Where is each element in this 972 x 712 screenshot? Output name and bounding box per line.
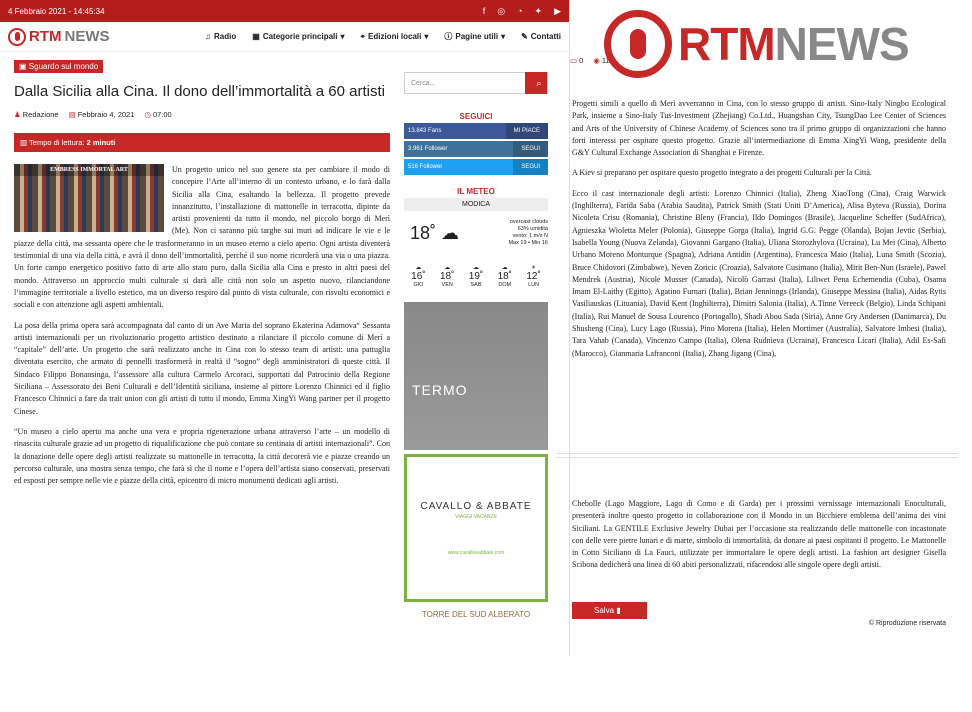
author[interactable] xyxy=(14,110,59,119)
info-icon: ⓘ xyxy=(444,32,453,41)
chevron-down-icon: ▾ xyxy=(340,32,345,41)
forecast-temp: 19˚ xyxy=(468,271,484,282)
like-button[interactable]: MI PIACE xyxy=(506,123,548,139)
cloud-icon: ☁ xyxy=(502,265,508,271)
instagram-followers: 3.961 Follower xyxy=(408,146,448,152)
twitter-follow[interactable] xyxy=(404,159,548,175)
menu-contatti[interactable] xyxy=(521,31,561,42)
folder-icon: ▣ xyxy=(19,62,29,71)
search-box[interactable] xyxy=(404,72,548,94)
current-temp xyxy=(404,223,459,244)
ad-sub: VIAGGI VACANZE xyxy=(455,513,497,520)
instagram-icon[interactable]: ◎ xyxy=(497,5,506,16)
ad-url: www.cavalloeabbate.com xyxy=(447,549,505,556)
comments-value: 0 xyxy=(579,56,584,65)
thumb-caption: EMBRESS IMMORTAL ART xyxy=(14,164,164,176)
chevron-down-icon: ▾ xyxy=(501,32,506,41)
meteo-heading: IL METEO xyxy=(457,187,495,196)
continuation-block-2 xyxy=(572,498,946,580)
forecast-day xyxy=(526,265,540,288)
book-icon: ▥ xyxy=(20,138,30,147)
article-thumbnail[interactable] xyxy=(14,164,164,232)
grid-icon: ▦ xyxy=(252,32,260,41)
forecast-dayname: DOM xyxy=(498,282,512,288)
copyright-note: © Riproduzione riservata xyxy=(868,620,946,627)
forecast-day xyxy=(469,265,483,288)
top-bar xyxy=(0,0,569,22)
date xyxy=(69,110,135,119)
twitter-icon[interactable]: ✦ xyxy=(534,5,543,16)
time xyxy=(144,110,171,119)
ad-banner-torre[interactable]: TORRE DEL SUD ALBERATO xyxy=(421,610,531,619)
twitter-followers: 516 Follower xyxy=(408,164,443,170)
menu-radio-label: Radio xyxy=(214,32,237,41)
forecast-temp: 16˚ xyxy=(411,271,426,282)
forecast-dayname: LUN xyxy=(528,282,540,288)
forecast-temp: 12˚ xyxy=(526,271,541,282)
bookmark-icon: ▮ xyxy=(616,606,621,615)
comment-icon: ▭ xyxy=(570,56,578,65)
main-menu xyxy=(205,31,561,42)
search-input[interactable]: Cerca... xyxy=(411,79,436,87)
logo-rtm: RTM xyxy=(29,28,62,45)
weather-desc: overcast clouds xyxy=(509,219,548,225)
forecast xyxy=(404,265,548,288)
menu-edizioni-label: Edizioni locali xyxy=(368,32,422,41)
search-button[interactable] xyxy=(525,72,547,94)
views-value: 119 xyxy=(601,56,614,65)
section-divider xyxy=(556,453,958,454)
cloud-icon: ☁ xyxy=(473,265,479,271)
date-value: Febbraio 4, 2021 xyxy=(77,110,135,119)
minmax: Max 19 • Min 16 xyxy=(508,240,548,246)
category-label: Sguardo sul mondo xyxy=(28,62,99,71)
menu-pagine-label: Pagine utili xyxy=(455,32,499,41)
cloud-icon: ☁ xyxy=(444,265,450,271)
follow-button[interactable]: SEGUI xyxy=(513,141,548,157)
paragraph-3: “Un museo a cielo aperto ma anche una vera e propria rigenerazione urbana attraverso l’arte – un modello di rinascita culturale grazie ad un progetto di riqualificazione che può contare su centinaia di artisti internazionali”. Con la donazione delle opere degli artisti realizzate su mattonelle in terracotta, la città decorerà vie e piazze creando un percorso culturale, una mostra senza tempo, che farà sì che il nome e l’opera dell’artista siano conservati, preservati ed esposti per sempre nelle vie e piazze della città, epicentro di micro monumenti dedicati agli artisti. xyxy=(14,426,390,486)
right-paragraph-3: Ecco il cast internazionale degli artisti: Lorenzo Chinnici (Italia), Zheng XiaoTong (Cina), Craig Warwick (Inghilterra), Farida Saba (Arabia Saudita), Patrick Smith (Stati Uniti D’America), Alisa Byteva (Russia), Dorina Nicoleta Crisu (Romania), Christine Bleny (Francia), Ildo Domingos (Brasile), Jacqueline Scheffer (SudAfrica), Agnieszka Wioletta Meler (Polonia), Giuseppe Gorga (Italia), Ingrid G.G. Pegge (Olanda), Bojan Jevtic (Serbia), Isabella Young (Nuova Zelanda), Giovanni Gargano (Italia), Uliana Storozhylova (Ucraina), Lu Mei (Cina), Alberto Urbano Moreno Monturque (Spagna), Adriana Antidin (Argentina), Francesca Maio (Italia), Luna Smith (Scozia), Bruce Chidovori (Zimbabwe), Neven Zoricic (Croazia), Salvatore Cusimano (Italia), Mirit Ben-Nun (Israele), Pawel Mendrek (Austria), Nicole Musser (Canada), Nicolò Garrasi (Italia), Liliwet Pena Echemendia (Cuba), Osama Imam El-Laithy (Egitto), Agatino Furnari (Italia), Brian Jenninngs (Irlanda), Giuseppe Messina (Italia), Aidas Rytis Vasiliauskas (Lituania), David Kent (Inghilterra), Dimitri Salonia (Italia), A.Tinne Vereeck (Belgio), Linda Schipani (Italia), Rui Manuel de Sousa Lourenco (Portogallo), Shadi Abou Sada (Siria), Anne Gry Andersen (Danimarca), Du Shusheng (Cina), Lucy Lago (Russia), Pino Morena (Italia), Helen Mortimer (Australia), Salvatore Imbesi (Italia), Tara Vahab (Canada), Vincenzo Campo (Italia), Olena Rudnieva (Ucraina), Francesca Licari (Italia), Adil Es-Safi (Marocco), Gianmaria Lafranconi (Italia), Zhang Jigang (Cina), xyxy=(572,188,946,358)
meteo-city: MODICA xyxy=(404,198,548,211)
paragraph-1: Un progetto unico nel suo genere sta per cambiare il modo di concepire l’Arte all’interno di un contesto urbano, e lo farà dalla Sicilia alla Cina, esaltando la bellezza. Il progetto prevede innanzitutto, l’installazione di mattonelle in terracotta, dipinte da artisti provenienti da tutto il mondo, nel piccolo borgo di Merì (Me). Non ci saranno più targhe sui muri ad indicare le vie e le piazze della città, ma sessanta opere che le trasformeranno in un museo eterno a cielo aperto. Ogni artista diventerà testimonial di una via della città, e avrà il dono dell’immortalità, perché il suo nome ricorderà una via o una piazza. Un forte campo energetico positivo fatto di arte allo stato puro, dalla Sicilia alla Cina e presto in altri paesi del mondo. Attraverso un approccio multi culturale si darà alle città non solo un aspetto nuovo, rilanciandone l’immagine territoriale a livello estetico, ma un diverso respiro dal punto di vista culturale, con risvolti economici e sociali e con attenzione agli aspetti ambientali. xyxy=(14,165,390,310)
sun-icon: ☀ xyxy=(531,265,537,271)
forecast-day xyxy=(440,265,454,288)
humidity: 63% umidità xyxy=(517,226,548,232)
cloud-icon: ☁ xyxy=(441,222,460,243)
calendar-icon: ▤ xyxy=(68,110,76,119)
weather-now xyxy=(404,219,548,247)
rtm-big-logo xyxy=(601,10,909,78)
article-continuation xyxy=(556,0,958,656)
facebook-icon[interactable]: f xyxy=(482,5,486,16)
rss-icon[interactable]: ◔ xyxy=(517,5,523,16)
eye-icon: ◉ xyxy=(593,56,600,65)
big-logo-news: NEWS xyxy=(774,18,909,70)
forecast-day xyxy=(498,265,512,288)
temp-value: 18˚ xyxy=(410,222,437,243)
youtube-icon[interactable]: ▶ xyxy=(554,5,561,16)
ad-termo-text: TERMO xyxy=(412,382,468,398)
menu-categorie-label: Categorie principali xyxy=(262,32,338,41)
instagram-follow[interactable] xyxy=(404,141,548,157)
forecast-dayname: GIO xyxy=(413,282,424,288)
menu-edizioni[interactable] xyxy=(361,31,429,42)
section-divider xyxy=(556,457,958,458)
navbar xyxy=(0,22,569,52)
readtime-value: 2 minuti xyxy=(86,138,116,147)
paragraph-2: La posa della prima opera sarà accompagnata dal canto di un Ave Maria del soprano Ekaterina Adamova“ Sessanta artisti internazionali per un rivoluzionario progetto artistico destinato a rilanciare il piccolo comune di Merì a “capitale” dell’arte. Un progetto che sarà realizzato anche in Cina con lo stesso team di artisti: una pattuglia diventata esercito, che armato di pennelli trasformerà in realtà il “sogno” degli amministratori di queste città. Il Sindaco Filippo Bonansinga, l’assessore alla cultura Carmelo Arcoraci, supportati dal Patrocinio della Regione Siciliana – Assessorato dei Beni Culturali e dell’Identità siciliana, insieme al pittore Lorenzo Chinnici ed il figlio Francesco Chinnici a fare da trait union con gli artisti di tutto il mondo, Emma XingYi Wang partner per il progetto Cinese. xyxy=(14,320,390,416)
right-paragraph-4: Chebolle (Lago Maggiore, Lago di Como e di Garda) per i prossimi vernissage internazionali Enoculturali, presenterà inoltre questo progetto in collaborazione con il Mondo in un Bicchiere emblema dell’anima dei vini Siciliani. La GENTILE Exclusive Jewelry Dubai per l’occasione sta realizzando delle mattonelle con incastonate con delle vere pietre lunari e di marte, simbolo di immortalità, da donare ai paesi ospitanti il progetto. Le Mattonelle in Cotto Siciliano di La Fauci, utilizzate per immortalare le opere degli artisti. La fashion art designer Gisella Scibona dedicherà una linea di 60 abiti personalizzati, rifacendosi alle singole opere degli artisti. xyxy=(572,499,946,570)
article-title: Dalla Sicilia alla Cina. Il dono dell’immortalità a 60 artisti xyxy=(14,83,385,100)
author-name: Redazione xyxy=(22,110,59,119)
forecast-day xyxy=(411,265,425,288)
menu-radio[interactable] xyxy=(205,31,236,42)
facebook-follow[interactable] xyxy=(404,123,548,139)
ad-banner-termo[interactable] xyxy=(404,302,548,450)
readtime-label: Tempo di lettura: xyxy=(29,138,85,147)
forecast-temp: 18˚ xyxy=(497,271,513,282)
forecast-dayname: SAB xyxy=(470,282,482,288)
social-icons xyxy=(483,6,561,17)
chevron-down-icon: ▾ xyxy=(424,32,429,41)
continuation-block-1 xyxy=(572,98,946,368)
seguici-heading: SEGUICI xyxy=(459,112,493,121)
pin-icon: ⌖ xyxy=(360,31,366,41)
right-paragraph-2: A Kiev si preparano per ospitare questo progetto integrato a dei progetti Culturali per la Città. xyxy=(572,168,872,178)
forecast-dayname: VEN xyxy=(441,282,453,288)
sidebar xyxy=(404,72,548,630)
follow-button[interactable]: SEGUI xyxy=(513,159,548,175)
user-icon: ♟ xyxy=(14,110,21,119)
menu-pagine[interactable] xyxy=(444,31,505,42)
wind: vento: 1 m/s N xyxy=(512,233,548,239)
save-button[interactable] xyxy=(572,602,647,619)
ad-brand: CAVALLO & ABBATE xyxy=(420,500,532,512)
cloud-icon: ☁ xyxy=(415,265,422,271)
menu-contatti-label: Contatti xyxy=(530,32,561,41)
datetime: 4 Febbraio 2021 - 14:45:34 xyxy=(8,6,105,16)
category-badge[interactable] xyxy=(14,60,103,73)
clock-icon: ◷ xyxy=(144,110,151,119)
music-icon: ♫ xyxy=(205,32,212,41)
article-body xyxy=(14,164,390,487)
save-label: Salva xyxy=(594,606,615,615)
facebook-fans: 13.843 Fans xyxy=(408,128,442,134)
site-logo[interactable] xyxy=(8,28,110,46)
reading-time xyxy=(14,133,390,152)
forecast-temp: 18˚ xyxy=(439,271,455,282)
edit-icon: ✎ xyxy=(521,32,528,41)
ad-banner-cavallo[interactable] xyxy=(404,454,548,602)
logo-news: NEWS xyxy=(64,28,110,45)
mic-logo-icon xyxy=(8,28,26,46)
search-icon: ⌕ xyxy=(536,77,542,88)
weather-details xyxy=(508,219,548,247)
right-paragraph-1: Progetti simili a quello di Merì avverranno in Cina, con lo stesso gruppo di artisti. Sino-Italy Ningbo Ecological Park, insieme a Sino-Italy Tus-Investment (Zhejiang) Co.Ltd., Huangshan City, TsungDao Lee Center of Sciences and Arts of the University of Chinese Academy of Sciences sono tra il primo gruppo di organizzazioni che hanno forti interessi per ospitare questo progetto. Grazie all’intermediazione di Emma XingYi Wang, presidente della G&Y Cultural Exchange Association di Shanghai e Firenze. xyxy=(572,99,946,158)
time-value: 07:00 xyxy=(152,110,172,119)
menu-categorie[interactable] xyxy=(252,31,344,42)
mic-logo-icon xyxy=(601,10,672,78)
big-logo-rtm: RTM xyxy=(678,18,775,70)
